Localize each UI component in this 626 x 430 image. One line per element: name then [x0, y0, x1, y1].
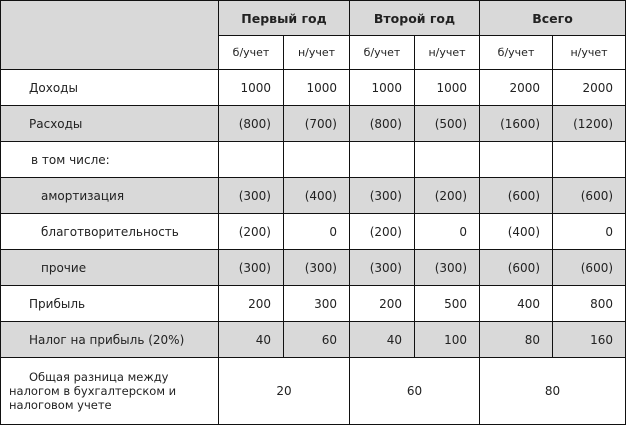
- summary-label: Общая разница между налогом в бухгалтерском и налоговом учете: [1, 358, 219, 425]
- cell: (300): [219, 250, 284, 286]
- table-row: [1, 70, 626, 106]
- header-year2: Второй год: [350, 1, 480, 36]
- cell: 40: [219, 322, 284, 358]
- cell: 200: [350, 286, 415, 322]
- cell: [415, 142, 480, 178]
- cell: 0: [415, 214, 480, 250]
- cell: (200): [350, 214, 415, 250]
- summary-row: [1, 358, 626, 425]
- table-row: [1, 178, 626, 214]
- cell: (600): [480, 178, 553, 214]
- cell: (500): [415, 106, 480, 142]
- cell: 60: [284, 322, 350, 358]
- table-row: [1, 250, 626, 286]
- cell: 2000: [480, 70, 553, 106]
- header-year1: Первый год: [219, 1, 350, 36]
- summary-cell: 80: [480, 358, 626, 425]
- row-label: Налог на прибыль (20%): [1, 322, 219, 358]
- cell: 1000: [350, 70, 415, 106]
- table-row: [1, 322, 626, 358]
- cell: (200): [415, 178, 480, 214]
- cell: (700): [284, 106, 350, 142]
- subheader-cell: б/учет: [480, 36, 553, 70]
- subheader-cell: н/учет: [284, 36, 350, 70]
- row-label: прочие: [1, 250, 219, 286]
- header-total: Всего: [480, 1, 626, 36]
- cell: 160: [553, 322, 626, 358]
- cell: [284, 142, 350, 178]
- cell: (200): [219, 214, 284, 250]
- cell: 1000: [284, 70, 350, 106]
- cell: 40: [350, 322, 415, 358]
- cell: (600): [553, 178, 626, 214]
- subheader-cell: н/учет: [553, 36, 626, 70]
- cell: (300): [415, 250, 480, 286]
- cell: (300): [219, 178, 284, 214]
- cell: (300): [350, 178, 415, 214]
- table-row: [1, 106, 626, 142]
- subheader-cell: н/учет: [415, 36, 480, 70]
- cell: [350, 142, 415, 178]
- cell: 200: [219, 286, 284, 322]
- cell: (800): [219, 106, 284, 142]
- row-label: амортизация: [1, 178, 219, 214]
- cell: 400: [480, 286, 553, 322]
- cell: (600): [480, 250, 553, 286]
- cell: 100: [415, 322, 480, 358]
- table-row: [1, 286, 626, 322]
- subheader-cell: б/учет: [350, 36, 415, 70]
- cell: (600): [553, 250, 626, 286]
- cell: (300): [284, 250, 350, 286]
- row-label: в том числе:: [1, 142, 219, 178]
- cell: (400): [480, 214, 553, 250]
- cell: 500: [415, 286, 480, 322]
- table-row: [1, 214, 626, 250]
- cell: (1200): [553, 106, 626, 142]
- row-label: Прибыль: [1, 286, 219, 322]
- summary-cell: 20: [219, 358, 350, 425]
- cell: [553, 142, 626, 178]
- cell: (1600): [480, 106, 553, 142]
- cell: (300): [350, 250, 415, 286]
- cell: 0: [553, 214, 626, 250]
- cell: 800: [553, 286, 626, 322]
- cell: [219, 142, 284, 178]
- row-label: благотворительность: [1, 214, 219, 250]
- summary-cell: 60: [350, 358, 480, 425]
- cell: 1000: [219, 70, 284, 106]
- cell: 300: [284, 286, 350, 322]
- cell: 80: [480, 322, 553, 358]
- header-empty-cell: [1, 1, 219, 70]
- cell: (400): [284, 178, 350, 214]
- table-row: [1, 142, 626, 178]
- cell: [480, 142, 553, 178]
- row-label: Доходы: [1, 70, 219, 106]
- subheader-cell: б/учет: [219, 36, 284, 70]
- cell: 0: [284, 214, 350, 250]
- cell: 1000: [415, 70, 480, 106]
- row-label: Расходы: [1, 106, 219, 142]
- cell: (800): [350, 106, 415, 142]
- cell: 2000: [553, 70, 626, 106]
